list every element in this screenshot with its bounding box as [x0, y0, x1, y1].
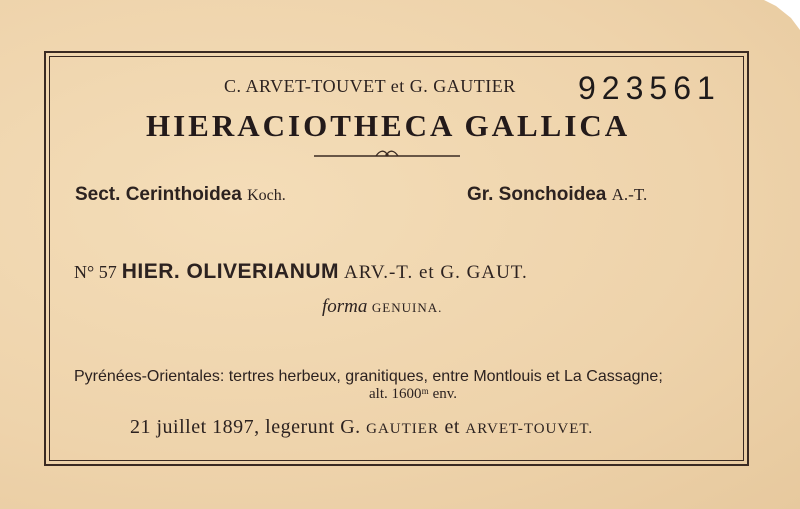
collection-date: 21 juillet 1897, legerunt G. — [130, 416, 361, 438]
section-line — [75, 184, 286, 206]
authors-line: C. ARVET-TOUVET et G. GAUTIER — [224, 76, 516, 96]
group-line — [467, 184, 647, 206]
species-name: HIER. OLIVERIANUM — [121, 260, 340, 283]
collector-et: et — [444, 416, 460, 438]
locality-line-2: alt. 1600ᵐ env. — [369, 386, 458, 402]
label-title: HIERACIOTHECA GALLICA — [146, 108, 631, 143]
torn-corner — [740, 0, 800, 30]
collector-2: ARVET-TOUVET. — [465, 421, 594, 437]
forma-prefix: forma — [322, 296, 368, 317]
species-line — [74, 260, 528, 284]
catalog-number: 923561 — [578, 70, 721, 106]
species-authority: ARV.-T. et G. GAUT. — [344, 262, 528, 283]
forma-line — [322, 296, 442, 318]
forma-name: GENUINA. — [371, 300, 443, 315]
group-authority: A.-T. — [611, 185, 648, 204]
section-name: Sect. Cerinthoidea — [75, 184, 242, 205]
section-authority: Koch. — [247, 187, 286, 204]
species-number: N° 57 — [74, 262, 117, 282]
collector-1: GAUTIER — [366, 421, 439, 437]
group-name: Gr. Sonchoidea — [467, 184, 607, 205]
locality-line-1: Pyrénées-Orientales: tertres herbeux, granitiques, entre Montlouis et La Cassagne; — [74, 368, 663, 385]
collection-line — [130, 416, 593, 439]
ornament-divider — [314, 148, 460, 160]
